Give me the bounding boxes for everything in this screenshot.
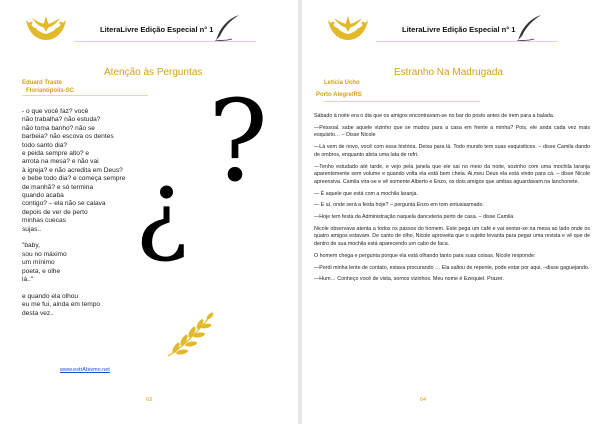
author-location: Florianópolis-SC: [26, 88, 74, 94]
quill-pen-icon: [514, 13, 544, 43]
poem-line: minhas cuecas: [22, 217, 66, 225]
poem-line: eu me fui, ainda em tempo: [22, 301, 101, 309]
stanza-break: [22, 285, 174, 293]
laurel-logo-icon: [324, 10, 372, 46]
poem-line: arrota na mesa? e não vai: [22, 158, 99, 166]
story-paragraph: —Hum… Conheço você de vista, somos vizinhos. Meu nome é Ezequiel. Prazer.: [314, 276, 504, 283]
story-paragraph: — É aquele que está com a mochila laranja.: [314, 190, 418, 197]
laurel-branch-icon: [162, 308, 222, 360]
laurel-logo-icon: [22, 10, 70, 46]
story-paragraph: —Tenho estudado até tarde, e vejo pela janela que ele sai no meio da noite, sozinho com uma mochila laranja aparentemente sem volume e quando volta ela está bem cheia. Ai,meu Deus ela está vindo para cá. – disse Nicole apreensiva. Camila vira-se e vê somente Alberto e Enzo, os dois amigos que ambas aguardavam na lanchonete.: [314, 163, 590, 185]
right-page: [302, 0, 600, 424]
poem-line: lá..": [22, 276, 34, 284]
poem-line: não toma banho? não se: [22, 124, 95, 132]
poem-line: desta vez..: [22, 309, 54, 317]
header-rule: [376, 41, 558, 42]
question-mark-icon: ?: [208, 77, 269, 207]
byline-rule: [22, 95, 148, 96]
story-paragraph: — E aí, onde será a festa hoje? – pergunta Enzo em tom entusiasmado.: [314, 202, 484, 209]
left-page: [0, 0, 298, 424]
magazine-title: LiteraLivre Edição Especial n° 1: [100, 25, 214, 34]
author-name: Eduard Traste: [22, 80, 63, 86]
poem-line: não trabalha? não estuda?: [22, 116, 101, 124]
story-paragraph: —Perdi minha lente de contato, estava procurando … Ela saltou de repente, pode estar por aqui. –disse gaguejando.: [314, 264, 590, 271]
poem-line: de manhã? e só termina: [22, 183, 94, 191]
magazine-title: LiteraLivre Edição Especial n° 1: [402, 25, 516, 34]
poem-line: à igreja? e não acredita em Deus?: [22, 166, 123, 174]
poem-line: e quando ela olhou: [22, 292, 79, 300]
page-header: [18, 10, 284, 46]
poem-line: sujas..: [22, 225, 42, 233]
source-link[interactable]: www.estrAbismo.net: [60, 367, 110, 373]
poem-line: contigo? – ela não se calava: [22, 200, 106, 208]
story-paragraph: O homem chega e pergunta porque ela está olhando tanto para suas coisas. Nicole responde:: [314, 252, 536, 259]
page-title: Atenção às Perguntas: [104, 67, 203, 78]
poem-line: e bebe todo dia? e começa sempre: [22, 175, 126, 183]
story-paragraph: Nicole observava atenta a todos os passos do homem. Este pega um café e vai sentar-se na mesa ao lado onde os quatro amigos estavam. De canto de olho, Nicole aproveita que o sujeito levanta para pegar uma revista e vê que de dentro de sua mochila está aparecendo um cabo de faca.: [314, 225, 590, 248]
poem-line: "baby,: [22, 242, 40, 250]
header-rule: [74, 41, 256, 42]
page-number: 64: [420, 397, 427, 403]
inverted-question-mark-icon: ¿: [135, 149, 189, 266]
story-paragraph: —Hoje tem festa da Administração naquela danceteria perto de casa. – disse Camila: [314, 214, 514, 221]
poem-line: todo santo dia?: [22, 141, 68, 149]
author-location: Porto Alegre/RS: [316, 92, 362, 98]
byline-rule: [324, 101, 480, 102]
poem-line: - o que você faz? você: [22, 108, 89, 115]
poem-line: poeta, e olhe: [22, 267, 61, 275]
story-text: [314, 113, 590, 288]
quill-pen-icon: [212, 13, 242, 43]
poem-line: e peida sempre alto? e: [22, 150, 90, 158]
poem-line: barbeia? não escova os dentes: [22, 133, 114, 141]
story-paragraph: —Pessoal, sabe aquele vizinho que se mudou para a casa em frente a minha? Pois, ele anda cada vez mais esquisito… – Disse Nicole: [314, 124, 590, 139]
poem-line: depois de ver de perto: [22, 208, 88, 216]
story-paragraph: Sábado à noite era o dia que os amigos encontravam-se no bar do posto antes de irem para a balada.: [314, 113, 555, 119]
poem-line: um mínimo: [22, 259, 55, 267]
author-name: Letícia Ucho: [324, 80, 360, 86]
page-title: Estranho Na Madrugada: [394, 67, 503, 78]
poem-line: quando acaba: [22, 192, 64, 200]
story-paragraph: —Lá vem de novo, você com essa história. Deixa para lá. Todo mundo tem suas esquisitices. – disse Camila dando de ombros, enquanto abria uma lata de refri.: [314, 144, 590, 158]
page-header: [320, 10, 586, 46]
poem-line: sou no máximo: [22, 250, 67, 258]
page-number: 63: [146, 397, 153, 403]
